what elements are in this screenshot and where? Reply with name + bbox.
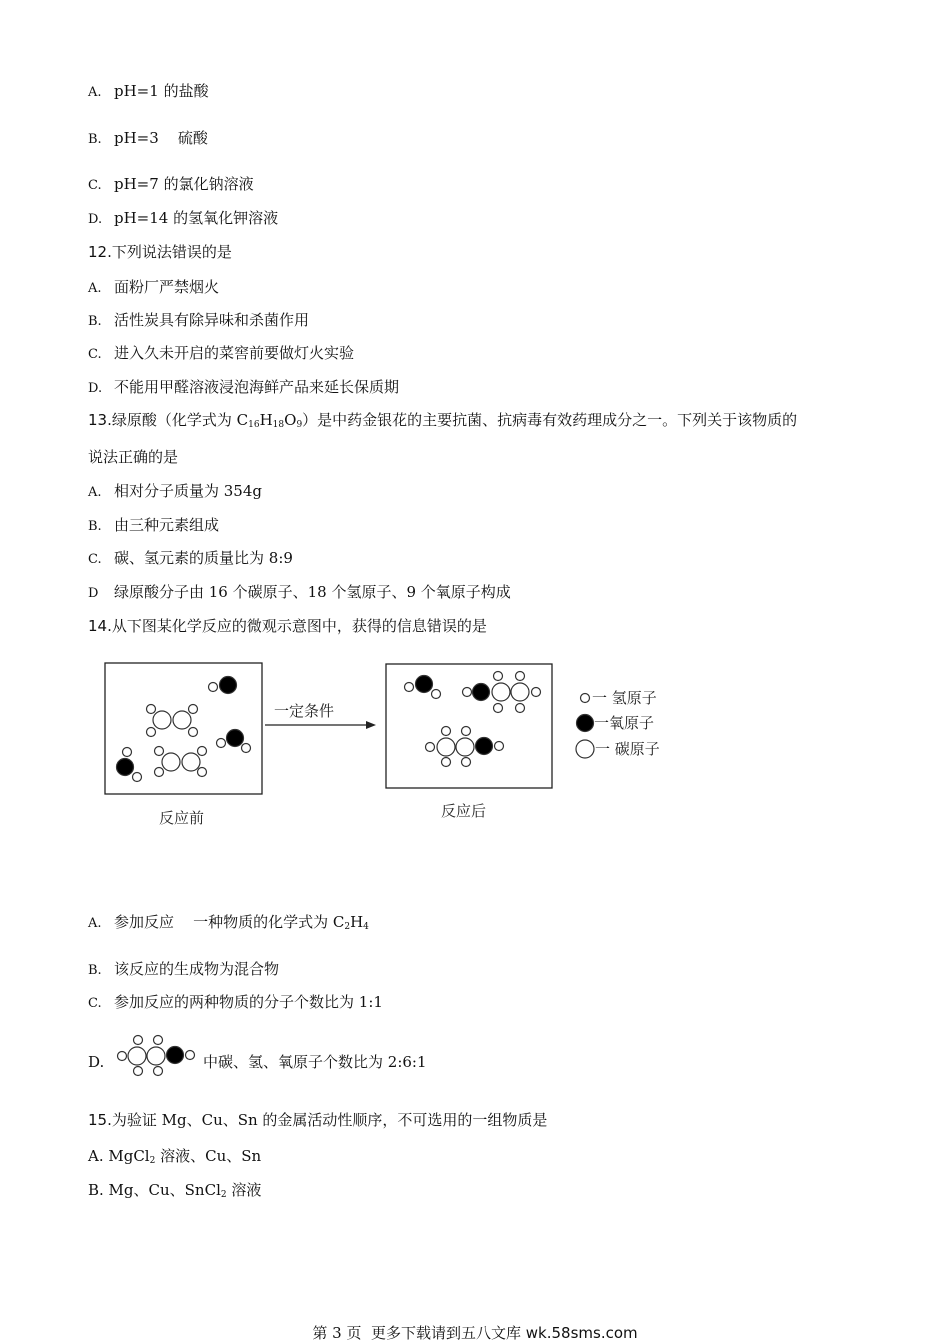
question-text: 从下图某化学反应的微观示意图中，获得的信息错误的是 bbox=[111, 617, 487, 635]
option-label: A. bbox=[88, 916, 102, 931]
question-text: 下列说法错误的是 bbox=[111, 243, 232, 261]
option-text: 不能用甲醛溶液浸泡海鲜产品来延长保质期 bbox=[114, 378, 400, 396]
ethanol-molecule bbox=[426, 727, 504, 767]
option-label: C. bbox=[88, 996, 102, 1011]
option-text: 参加反应的两种物质的分子个数比为 1:1 bbox=[114, 993, 383, 1011]
page-footer bbox=[0, 1322, 950, 1343]
option-text: 由三种元素组成 bbox=[114, 516, 220, 534]
option-label: B. bbox=[88, 963, 102, 978]
footer-text: 第 3 页 更多下载请到五八文库 bbox=[312, 1324, 526, 1342]
option-label: C. bbox=[88, 178, 102, 193]
option-label: A. bbox=[88, 281, 102, 296]
formula-h: H bbox=[259, 411, 273, 429]
reaction-diagram bbox=[100, 655, 680, 835]
legend-hydrogen: 一 氢原子 bbox=[592, 689, 657, 707]
question-text: 绿原酸（化学式为 bbox=[111, 411, 237, 429]
q15-option-b bbox=[88, 1180, 261, 1200]
option-text: 该反应的生成物为混合物 bbox=[114, 960, 280, 978]
q12-option-d bbox=[88, 377, 399, 399]
hydrogen-atom-legend-icon bbox=[581, 694, 590, 703]
water-molecule bbox=[117, 748, 142, 782]
q14-option-a bbox=[88, 912, 369, 934]
question-number: 15. bbox=[88, 1111, 112, 1129]
option-label: D bbox=[88, 586, 99, 601]
water-molecule bbox=[209, 677, 237, 694]
arrow-label: 一定条件 bbox=[274, 702, 335, 720]
option-text: 参加反应 一种物质的化学式为 C bbox=[114, 913, 345, 931]
q12-option-a bbox=[88, 277, 219, 299]
footer-site-link[interactable]: wk.58sms.com bbox=[525, 1324, 638, 1342]
option-label: B. bbox=[88, 132, 102, 147]
option-label: C. bbox=[88, 552, 102, 567]
legend-oxygen: 一氧原子 bbox=[594, 714, 655, 732]
formula-sub: 4 bbox=[363, 922, 369, 932]
question-number: 14. bbox=[88, 617, 112, 635]
q14-option-d-label: D. bbox=[88, 1053, 105, 1071]
q12-stem bbox=[88, 242, 232, 262]
q12-option-c bbox=[88, 343, 354, 365]
q14-option-c bbox=[88, 992, 383, 1014]
q12-option-b bbox=[88, 310, 309, 332]
question-number: 12. bbox=[88, 243, 112, 261]
legend-carbon: 一 碳原子 bbox=[595, 740, 660, 758]
water-molecule bbox=[405, 676, 441, 699]
option-label: A. bbox=[88, 85, 102, 100]
option-text: 进入久未开启的菜窖前要做灯火实验 bbox=[114, 344, 355, 362]
option-label: D. bbox=[88, 381, 103, 396]
q13-option-b bbox=[88, 515, 219, 537]
ethylene-molecule bbox=[155, 747, 207, 777]
q13-stem-line2: 说法正确的是 bbox=[88, 448, 179, 466]
option-text: 碳、氢元素的质量比为 8:9 bbox=[114, 549, 293, 567]
option-label: D. bbox=[88, 212, 103, 227]
formula-sub: 2 bbox=[220, 1190, 227, 1200]
option-label: C. bbox=[88, 347, 102, 362]
q13-stem bbox=[88, 410, 797, 430]
ethylene-molecule bbox=[147, 705, 198, 737]
q15-stem bbox=[88, 1110, 547, 1130]
q11-option-d bbox=[88, 208, 278, 230]
formula-h: H bbox=[350, 913, 364, 931]
option-text: pH=14 的氢氧化钾溶液 bbox=[114, 209, 279, 227]
question-text-continued: ）是中药金银花的主要抗菌、抗病毒有效药理成分之一。下列关于该物质的 bbox=[302, 411, 798, 429]
q11-option-c bbox=[88, 174, 254, 196]
formula-h-sub: 18 bbox=[272, 420, 285, 430]
option-text: 相对分子质量为 354g bbox=[114, 482, 263, 500]
q14-option-b bbox=[88, 959, 279, 981]
option-text: pH=1 的盐酸 bbox=[114, 82, 209, 100]
formula-sub: 2 bbox=[344, 922, 351, 932]
option-text: 面粉厂严禁烟火 bbox=[114, 278, 220, 296]
option-text: 绿原酸分子由 16 个碳原子、18 个氢原子、9 个氧原子构成 bbox=[114, 583, 511, 601]
ethanol-molecule-figure bbox=[112, 1028, 202, 1080]
before-label: 反应前 bbox=[159, 809, 205, 827]
option-label: B. bbox=[88, 519, 102, 534]
after-label: 反应后 bbox=[441, 802, 487, 820]
formula-o: O bbox=[284, 411, 297, 429]
q11-option-b bbox=[88, 128, 208, 150]
q15-option-a bbox=[88, 1146, 261, 1166]
q14-stem bbox=[88, 616, 487, 636]
water-molecule bbox=[217, 730, 251, 753]
question-text: 为验证 Mg、Cu、Sn 的金属活动性顺序，不可选用的一组物质是 bbox=[111, 1111, 548, 1129]
formula-o-sub: 9 bbox=[296, 420, 303, 430]
question-number: 13. bbox=[88, 411, 112, 429]
option-text: pH=3 硫酸 bbox=[114, 129, 208, 147]
q11-option-a bbox=[88, 81, 209, 103]
option-text: B. Mg、Cu、SnCl bbox=[88, 1181, 221, 1199]
oxygen-atom-legend-icon bbox=[577, 715, 594, 732]
q14-option-d-text: 中碳、氢、氧原子个数比为 2:6:1 bbox=[203, 1053, 427, 1071]
formula-c: C bbox=[236, 411, 249, 429]
option-text-continued: 溶液、Cu、Sn bbox=[155, 1147, 262, 1165]
reaction-arrow-head bbox=[366, 721, 376, 729]
carbon-atom-legend-icon bbox=[576, 740, 594, 758]
option-text: A. MgCl bbox=[88, 1147, 150, 1165]
q13-option-a bbox=[88, 481, 262, 503]
option-text: pH=7 的氯化钠溶液 bbox=[114, 175, 254, 193]
option-label: A. bbox=[88, 485, 102, 500]
option-text-continued: 溶液 bbox=[226, 1181, 262, 1199]
formula-c-sub: 16 bbox=[248, 420, 260, 430]
option-label: B. bbox=[88, 314, 102, 329]
formula-sub: 2 bbox=[149, 1156, 156, 1166]
q13-option-d bbox=[88, 582, 511, 604]
q13-option-c bbox=[88, 548, 293, 570]
ethanol-molecule bbox=[463, 672, 541, 713]
option-text: 活性炭具有除异味和杀菌作用 bbox=[114, 311, 310, 329]
